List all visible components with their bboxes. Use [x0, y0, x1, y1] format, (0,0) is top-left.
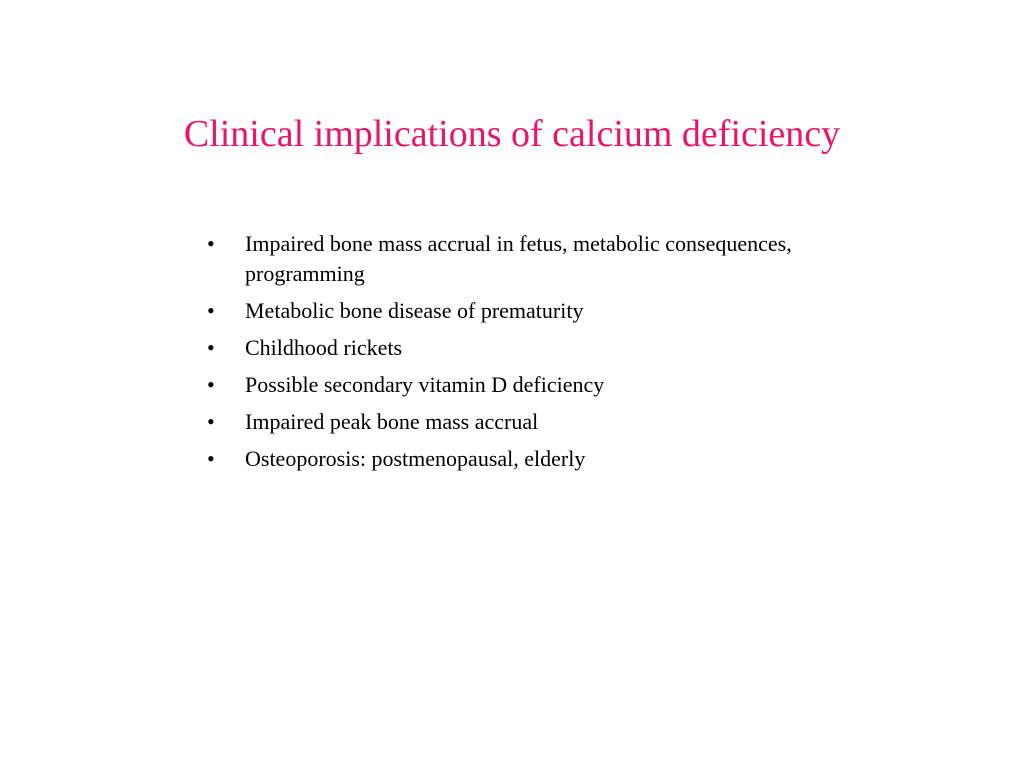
list-item — [205, 444, 905, 474]
bullet-icon: • — [207, 409, 215, 434]
bullet-text: Childhood rickets — [245, 335, 403, 360]
bullet-list — [205, 229, 905, 481]
bullet-icon: • — [207, 231, 215, 256]
list-item — [205, 229, 905, 289]
list-item — [205, 407, 905, 437]
list-item — [205, 370, 905, 400]
bullet-text: Impaired peak bone mass accrual — [245, 409, 539, 434]
bullet-text: Impaired bone mass accrual in fetus, metabolic consequences, programming — [245, 231, 792, 286]
bullet-text: Possible secondary vitamin D deficiency — [245, 372, 605, 397]
slide-title: Clinical implications of calcium deficiency — [183, 113, 841, 155]
bullet-icon: • — [207, 446, 215, 471]
bullet-icon: • — [207, 298, 215, 323]
bullet-text: Osteoporosis: postmenopausal, elderly — [245, 446, 586, 471]
list-item — [205, 296, 905, 326]
list-item — [205, 333, 905, 363]
bullet-icon: • — [207, 372, 215, 397]
bullet-icon: • — [207, 335, 215, 360]
bullet-text: Metabolic bone disease of prematurity — [245, 298, 584, 323]
